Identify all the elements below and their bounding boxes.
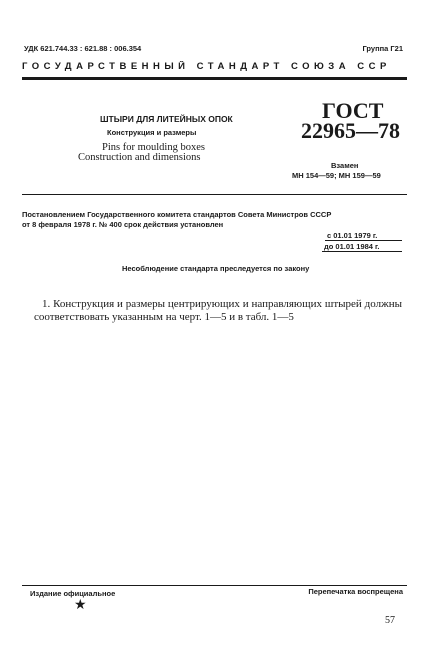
body-paragraph-1: 1. Конструкция и размеры центрирующих и направляющих штырей должны соответствовать указанным на черт. 1—5 и в табл. 1—5 (34, 298, 402, 323)
decree-line-1: Постановлением Государственного комитета стандартов Совета Министров СССР (22, 210, 332, 219)
document-subtitle-ru: Конструкция и размеры (107, 128, 197, 137)
footer-rule (22, 585, 407, 586)
decree-line-2: от 8 февраля 1978 г. № 400 срок действия установлен (22, 220, 224, 229)
replaces-label: Взамен (331, 161, 359, 170)
replaces-value: МН 154—59; МН 159—59 (292, 171, 381, 180)
header-rule (22, 77, 407, 80)
valid-to-date: до 01.01 1984 г. (324, 242, 380, 251)
star-icon: ★ (74, 598, 87, 613)
valid-from-underline (325, 240, 402, 241)
document-subtitle-en: Construction and dimensions (78, 152, 201, 163)
document-title-ru: ШТЫРИ ДЛЯ ЛИТЕЙНЫХ ОПОК (100, 114, 233, 124)
title-block-rule (22, 194, 407, 195)
reprint-notice: Перепечатка воспрещена (308, 587, 403, 596)
document-title-en: Pins for moulding boxes (102, 142, 205, 153)
udk-code: УДК 621.744.33 : 621.88 : 006.354 (24, 44, 142, 53)
gost-number: 22965—78 (301, 118, 400, 143)
gost-label: ГОСТ (322, 98, 384, 123)
standard-title: ГОСУДАРСТВЕННЫЙ СТАНДАРТ СОЮЗА ССР (22, 61, 391, 72)
law-notice: Несоблюдение стандарта преследуется по закону (122, 264, 310, 273)
valid-to-underline (322, 251, 402, 252)
group-code: Группа Г21 (362, 44, 403, 53)
page-number: 57 (385, 615, 395, 626)
valid-from-date: с 01.01 1979 г. (327, 231, 378, 240)
official-edition-label: Издание официальное (30, 589, 116, 598)
